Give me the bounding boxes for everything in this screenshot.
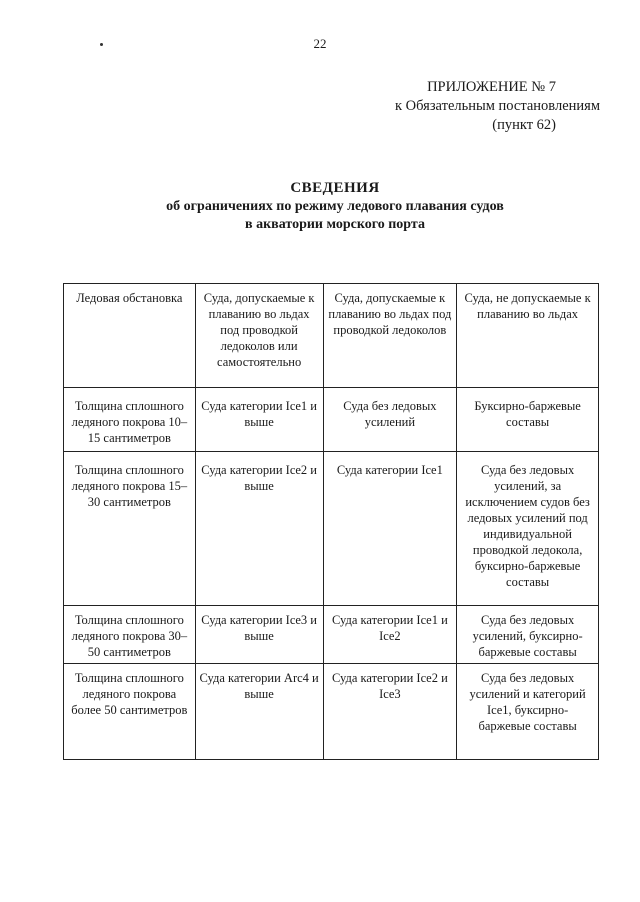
table-row — [64, 664, 599, 760]
cell-allowed-escort-or-independent: Суда категории Ice2 и выше — [195, 452, 323, 606]
cell-allowed-escort-or-independent: Суда категории Ice1 и выше — [195, 388, 323, 452]
cell-allowed-escort-only: Суда категории Ice1 и Ice2 — [323, 606, 457, 664]
cell-allowed-escort-or-independent: Суда категории Ice3 и выше — [195, 606, 323, 664]
page-number: 22 — [313, 36, 327, 51]
appendix-header — [395, 78, 600, 135]
header-allowed-escort-or-independent: Суда, допускаемые к плаванию во льдах под проводкой ледоколов или самостоятельно — [195, 284, 323, 388]
ice-restrictions-table — [63, 283, 599, 760]
cell-ice-conditions: Толщина сплошного ледяного покрова более 50 сантиметров — [64, 664, 196, 760]
cell-not-allowed: Суда без ледовых усилений, за исключением судов без ледовых усилений под индивидуальной проводкой ледокола, буксирно-баржевые составы — [457, 452, 599, 606]
cell-not-allowed: Суда без ледовых усилений, буксирно-баржевые составы — [457, 606, 599, 664]
cell-allowed-escort-only: Суда без ледовых усилений — [323, 388, 457, 452]
header-ice-conditions: Ледовая обстановка — [64, 284, 196, 388]
title-main: СВЕДЕНИЯ — [290, 180, 380, 196]
appendix-reference: к Обязательным постановлениям — [395, 98, 600, 114]
header-not-allowed: Суда, не допускаемые к плаванию во льдах — [457, 284, 599, 388]
table-row — [64, 388, 599, 452]
document-title — [0, 178, 640, 234]
cell-ice-conditions: Толщина сплошного ледяного покрова 30–50 сантиметров — [64, 606, 196, 664]
table-row — [64, 606, 599, 664]
table-header-row — [64, 284, 599, 388]
title-line-2: об ограничениях по режиму ледового плавания судов — [166, 199, 504, 214]
cell-ice-conditions: Толщина сплошного ледяного покрова 15–30 сантиметров — [64, 452, 196, 606]
cell-not-allowed: Суда без ледовых усилений и категорий Ice1, буксирно- баржевые составы — [457, 664, 599, 760]
cell-allowed-escort-only: Суда категории Ice2 и Ice3 — [323, 664, 457, 760]
table-row — [64, 452, 599, 606]
title-line-3: в акватории морского порта — [245, 217, 425, 232]
appendix-title: ПРИЛОЖЕНИЕ № 7 — [427, 79, 556, 95]
cell-allowed-escort-or-independent: Суда категории Arc4 и выше — [195, 664, 323, 760]
appendix-clause: (пункт 62) — [492, 117, 556, 133]
cell-allowed-escort-only: Суда категории Ice1 — [323, 452, 457, 606]
cell-not-allowed: Буксирно-баржевые составы — [457, 388, 599, 452]
header-allowed-escort-only: Суда, допускаемые к плаванию во льдах под проводкой ледоколов — [323, 284, 457, 388]
cell-ice-conditions: Толщина сплошного ледяного покрова 10–15 сантиметров — [64, 388, 196, 452]
